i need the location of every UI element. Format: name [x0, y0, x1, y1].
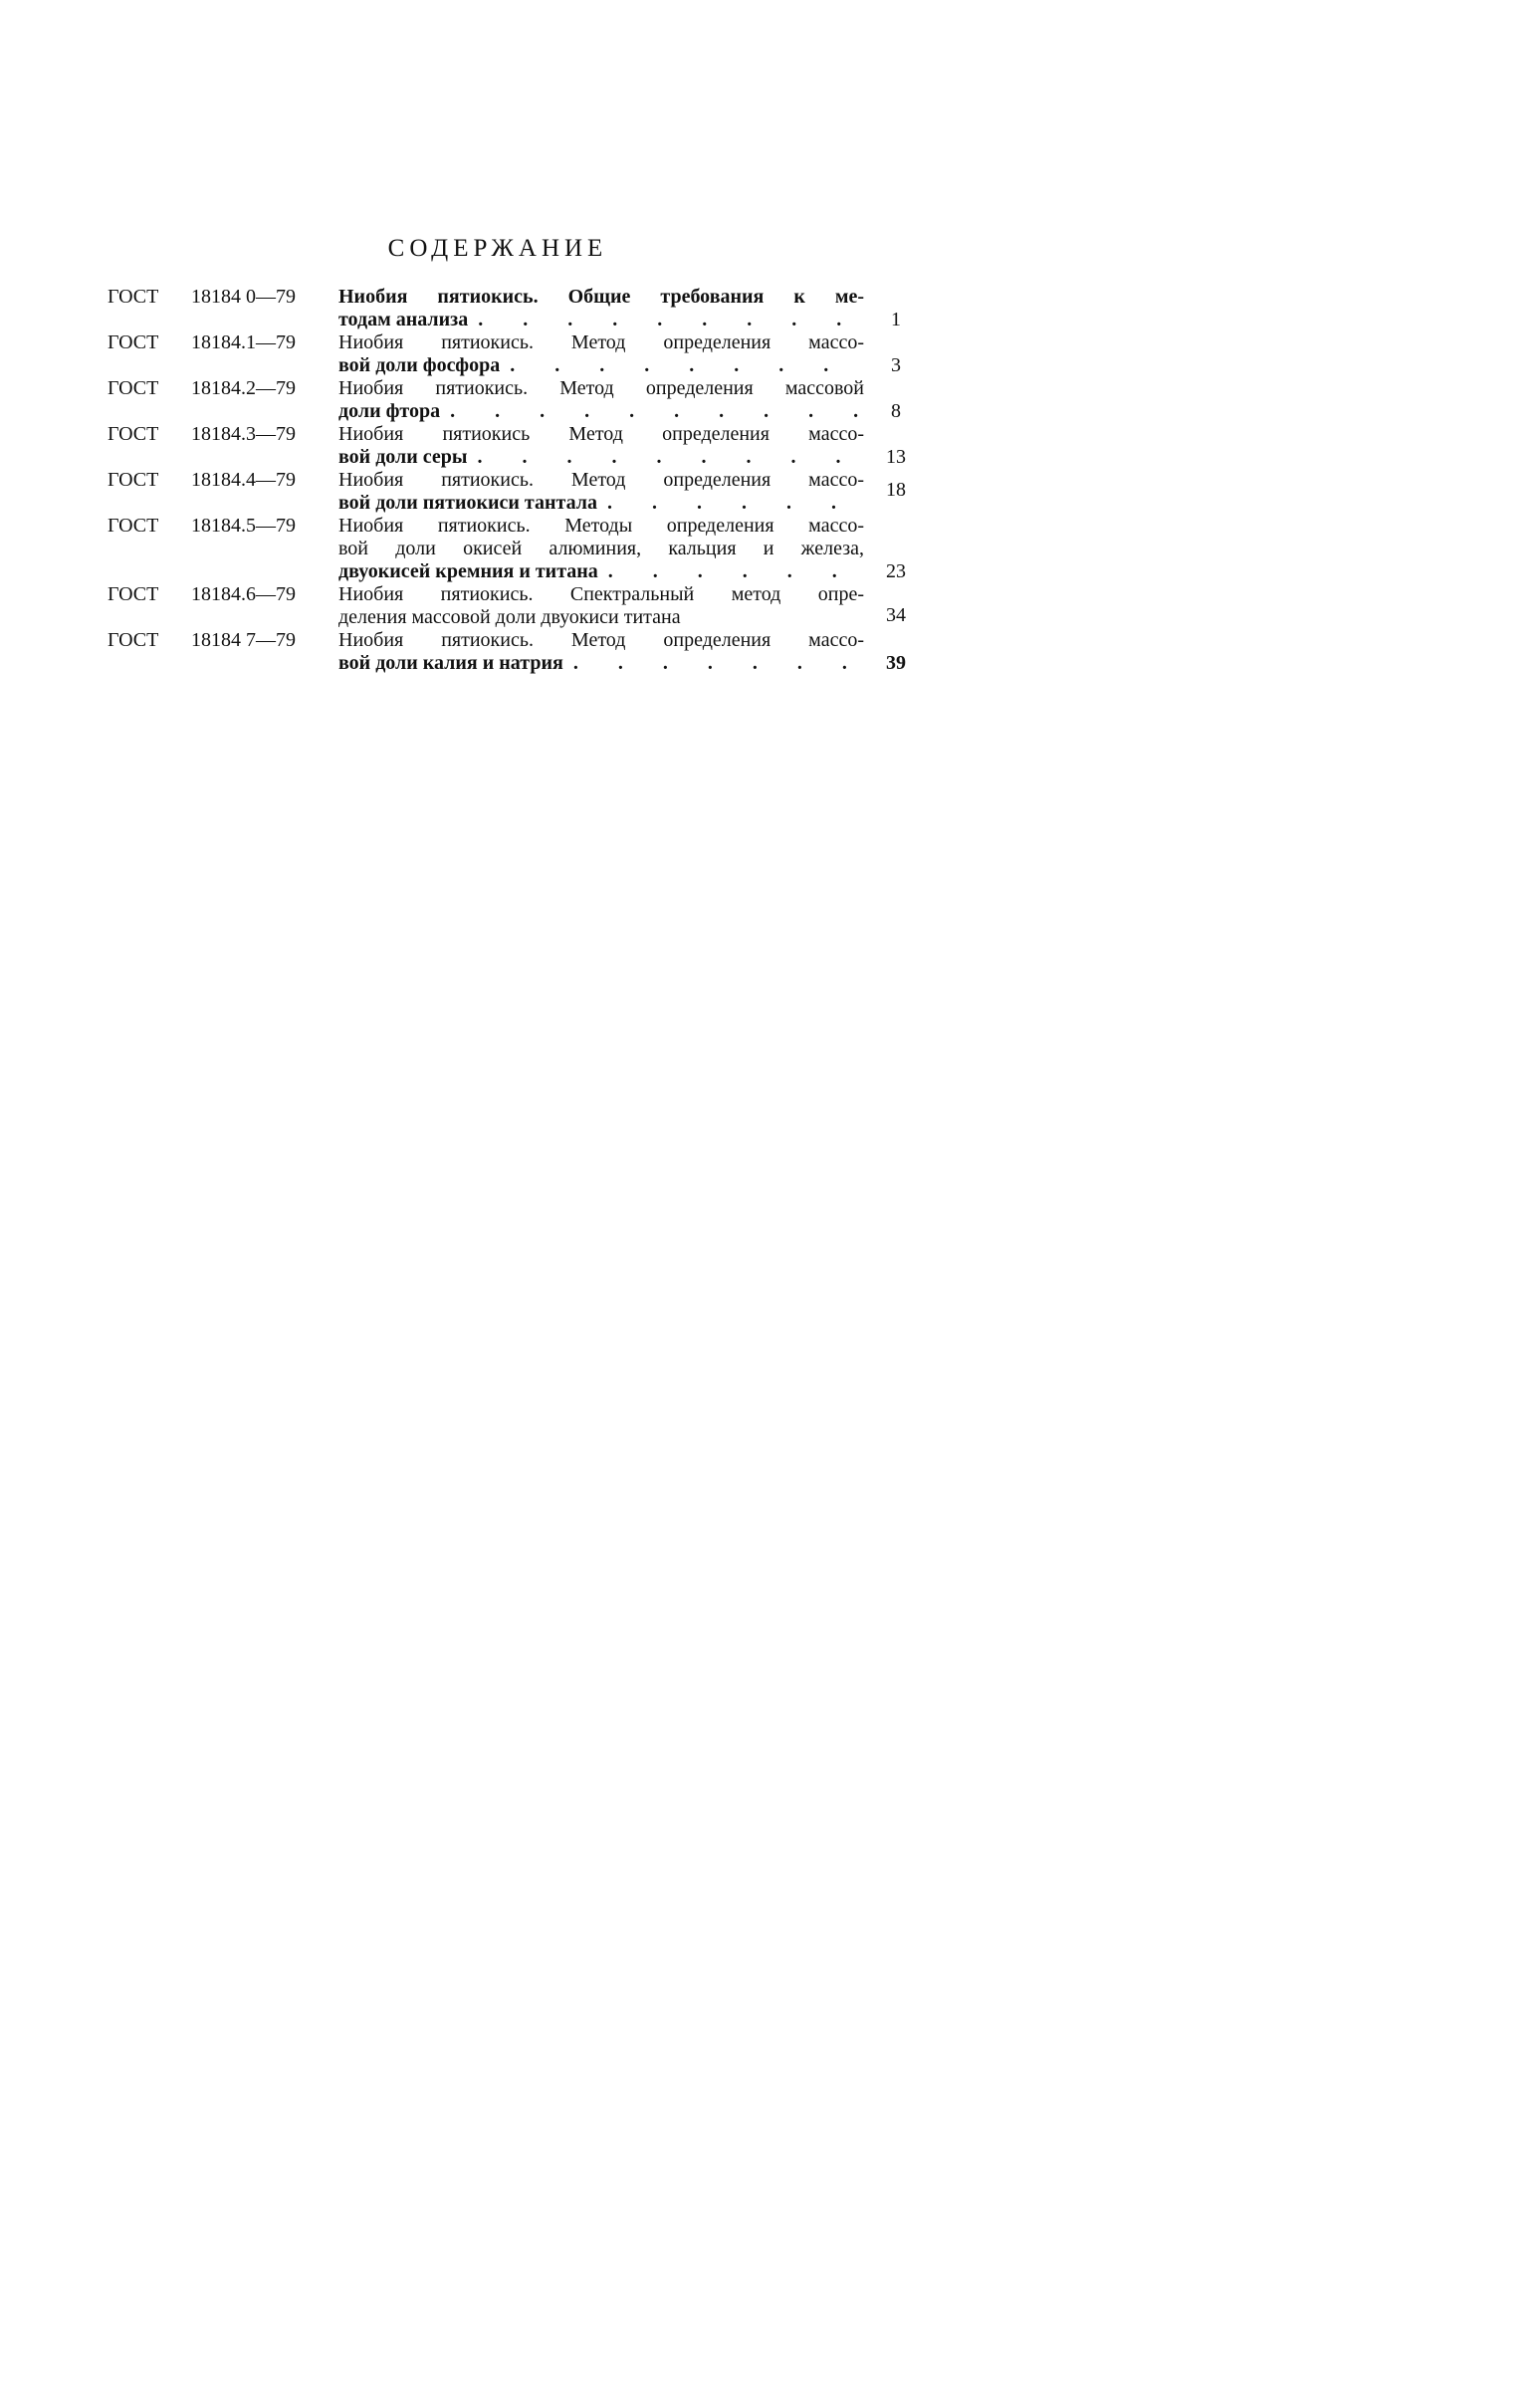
toc-entry: [0, 583, 995, 629]
entry-description-line: Ниобия пятиокись. Метод определения массо-: [338, 629, 864, 651]
entry-description: [338, 377, 864, 423]
entry-description-last-line: [338, 652, 864, 675]
entry-description-line: Ниобия пятиокись. Метод определения массо-: [338, 331, 864, 353]
entry-description-line: Ниобия пятиокись Метод определения массо-: [338, 423, 864, 445]
entry-gost-label: ГОСТ: [108, 469, 159, 491]
entry-description-line: вой доли калия и натрия: [338, 652, 563, 674]
entry-description-last-line: [338, 446, 864, 469]
entry-description-line: Ниобия пятиокись. Общие требования к ме-: [338, 286, 864, 308]
toc-entry: [0, 515, 995, 583]
entry-page-number: 3: [891, 354, 901, 376]
entry-description-line: Ниобия пятиокись. Методы определения массо-: [338, 515, 864, 537]
entry-description: [338, 515, 864, 583]
entry-description-line: тодам анализа: [338, 309, 469, 330]
entry-description-line: деления массовой доли двуокиси титана: [338, 606, 681, 628]
entry-page-number: 34: [886, 604, 906, 626]
entry-description: [338, 469, 864, 515]
toc-entry: [0, 286, 995, 331]
dot-leader: [607, 492, 864, 515]
entry-gost-label: ГОСТ: [108, 629, 159, 651]
entry-description: [338, 629, 864, 675]
entry-gost-label: ГОСТ: [108, 423, 159, 445]
entry-description-last-line: [338, 400, 864, 423]
entry-description: [338, 423, 864, 469]
entry-description-line: двуокисей кремния и титана: [338, 560, 598, 582]
entry-standard-number: 18184.6—79: [191, 583, 296, 605]
entry-page-number: 13: [886, 446, 906, 468]
document-page: [0, 0, 995, 1540]
entry-description-line: вой доли фосфора: [338, 354, 501, 376]
entry-standard-number: 18184.2—79: [191, 377, 296, 399]
entry-description-last-line: [338, 354, 864, 377]
entry-gost-label: ГОСТ: [108, 377, 159, 399]
toc-title: СОДЕРЖАНИЕ: [387, 235, 608, 262]
entry-standard-number: 18184.1—79: [191, 331, 296, 353]
entry-description-last-line: [338, 309, 864, 331]
toc-entry: [0, 423, 995, 469]
entry-description-line: Ниобия пятиокись. Спектральный метод опре-: [338, 583, 864, 605]
entry-standard-number: 18184.3—79: [191, 423, 296, 445]
entry-page-number: 8: [891, 400, 901, 422]
entry-gost-label: ГОСТ: [108, 286, 159, 308]
entry-description: [338, 286, 864, 331]
dot-leader: [608, 560, 864, 583]
entry-standard-number: 18184.4—79: [191, 469, 296, 491]
entry-description-line: Ниобия пятиокись. Метод определения массовой: [338, 377, 864, 399]
dot-leader: [573, 652, 864, 675]
entry-standard-number: 18184.5—79: [191, 515, 296, 537]
entry-page-number: 18: [886, 479, 906, 501]
dot-leader: [478, 309, 864, 331]
entry-description: [338, 331, 864, 377]
entry-description-line: вой доли пятиокиси тантала: [338, 492, 597, 514]
toc-entry: [0, 331, 995, 377]
entry-gost-label: ГОСТ: [108, 583, 159, 605]
entry-standard-number: 18184 7—79: [191, 629, 296, 651]
toc-entry: [0, 469, 995, 515]
dot-leader: [510, 354, 864, 377]
entry-description-last-line: [338, 492, 864, 515]
toc-entries: [0, 286, 995, 675]
entry-description-line: доли фтора: [338, 400, 441, 422]
entry-description-line: вой доли серы: [338, 446, 468, 468]
entry-page-number: 23: [886, 560, 906, 582]
entry-gost-label: ГОСТ: [108, 331, 159, 353]
entry-description: [338, 583, 864, 629]
entry-page-number: 1: [891, 309, 901, 330]
toc-entry: [0, 377, 995, 423]
entry-description-line: вой доли окисей алюминия, кальция и железа,: [338, 538, 864, 559]
entry-standard-number: 18184 0—79: [191, 286, 296, 308]
dot-leader: [478, 446, 864, 469]
entry-description-last-line: [338, 560, 864, 583]
toc-entry: [0, 629, 995, 675]
entry-description-line: Ниобия пятиокись. Метод определения массо-: [338, 469, 864, 491]
entry-page-number: 39: [886, 652, 906, 674]
entry-gost-label: ГОСТ: [108, 515, 159, 537]
dot-leader: [450, 400, 864, 423]
